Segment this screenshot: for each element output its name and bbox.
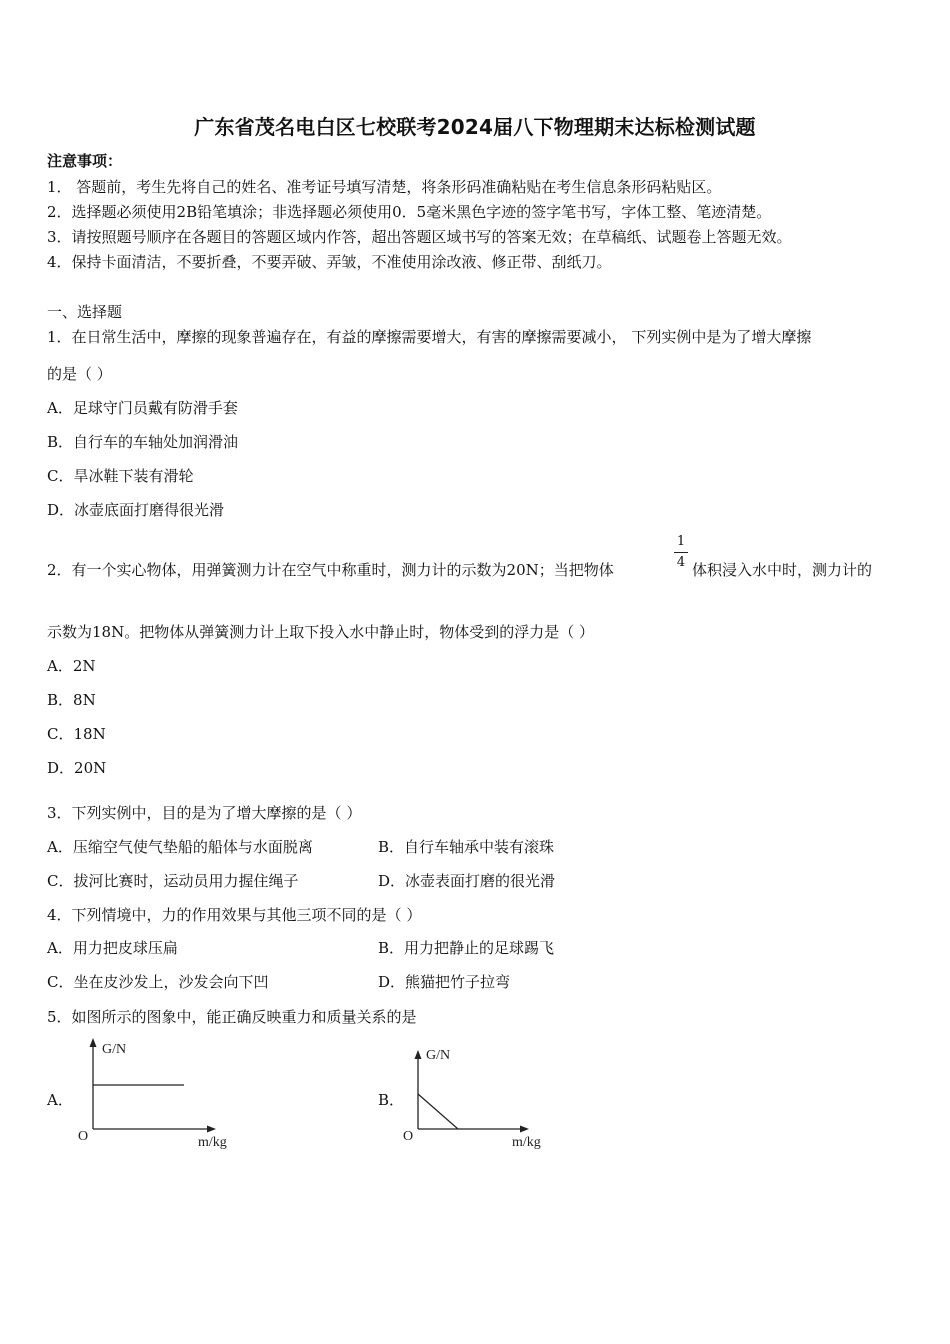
notice-heading: 注意事项： (47, 152, 123, 170)
fraction (674, 534, 688, 571)
q2-stem: 2．有一个实心物体，用弹簧测力计在空气中称重时，测力计的示数为20N；当把物体 (47, 561, 614, 579)
q3-option-d: D．冰壶表面打磨的很光滑 (378, 872, 556, 890)
q2-option-c: C．18N (47, 725, 106, 743)
graph-a-y-arrow (90, 1038, 97, 1047)
graph-b-label: B． (378, 1091, 405, 1109)
q4-stem: 4．下列情境中，力的作用效果与其他三项不同的是（ ） (47, 906, 422, 924)
fraction-denominator: 4 (676, 555, 686, 570)
q2-option-a: A．2N (47, 657, 96, 675)
graph-b-origin: O (403, 1129, 414, 1144)
q2-stem-cont: 示数为18N。把物体从弹簧测力计上取下投入水中静止时，物体受到的浮力是（ ） (47, 623, 594, 641)
section-heading: 一、选择题 (47, 303, 123, 321)
graph-b-y-label: G/N (426, 1048, 451, 1063)
graph-b-y-arrow (415, 1050, 422, 1059)
notice-item-2: 2．选择题必须使用2B铅笔填涂；非选择题必须使用0．5毫米黑色字迹的签字笔书写，字体工整、笔迹清楚。 (47, 203, 772, 221)
q3-stem: 3．下列实例中，目的是为了增大摩擦的是（ ） (47, 804, 362, 822)
graph-a-y-label: G/N (102, 1042, 127, 1057)
q2-option-d: D．20N (47, 759, 107, 777)
graph-a (70, 1035, 250, 1155)
graph-b (396, 1040, 576, 1155)
graph-a-origin: O (78, 1129, 89, 1144)
q1-option-c: C．旱冰鞋下装有滑轮 (47, 467, 194, 485)
graph-b-svg (396, 1040, 576, 1155)
fraction-bar (674, 552, 688, 553)
q4-option-c: C．坐在皮沙发上，沙发会向下凹 (47, 973, 269, 991)
q3-option-a: A．压缩空气使气垫船的船体与水面脱离 (47, 838, 313, 856)
q4-option-d: D．熊猫把竹子拉弯 (378, 973, 511, 991)
notice-item-4: 4．保持卡面清洁，不要折叠，不要弄破、弄皱，不准使用涂改液、修正带、刮纸刀。 (47, 253, 612, 271)
q4-option-b: B．用力把静止的足球踢飞 (378, 939, 555, 957)
q1-stem-cont: 的是（ ） (47, 365, 112, 383)
q3-option-b: B．自行车轴承中装有滚珠 (378, 838, 555, 856)
q5-stem: 5．如图所示的图象中，能正确反映重力和质量关系的是 (47, 1008, 417, 1026)
q1-option-d: D．冰壶底面打磨得很光滑 (47, 501, 225, 519)
q4-option-a: A．用力把皮球压扁 (47, 939, 178, 957)
page-title: 广东省茂名电白区七校联考2024届八下物理期末达标检测试题 (194, 115, 756, 139)
q1-option-a: A．足球守门员戴有防滑手套 (47, 399, 238, 417)
graph-a-x-label: m/kg (198, 1135, 227, 1150)
graph-a-label: A． (47, 1091, 73, 1109)
fraction-numerator: 1 (676, 534, 686, 549)
graph-a-svg (70, 1035, 250, 1155)
graph-b-x-label: m/kg (512, 1135, 541, 1150)
q2-option-b: B．8N (47, 691, 96, 709)
graph-a-x-arrow (207, 1126, 216, 1133)
graph-b-line (418, 1094, 458, 1129)
notice-item-3: 3．请按照题号顺序在各题目的答题区域内作答，超出答题区域书写的答案无效；在草稿纸、试题卷上答题无效。 (47, 228, 792, 246)
graph-b-x-arrow (520, 1126, 529, 1133)
q2-stem-after-fraction: 体积浸入水中时，测力计的 (692, 561, 873, 579)
q1-stem: 1．在日常生活中，摩擦的现象普遍存在，有益的摩擦需要增大，有害的摩擦需要减小， 下列实例中是为了增大摩擦 (47, 328, 812, 346)
q1-option-b: B．自行车的车轴处加润滑油 (47, 433, 239, 451)
q3-option-c: C．拔河比赛时，运动员用力握住绳子 (47, 872, 299, 890)
notice-item-1: 1． 答题前，考生先将自己的姓名、准考证号填写清楚，将条形码准确粘贴在考生信息条形码粘贴区。 (47, 178, 722, 196)
